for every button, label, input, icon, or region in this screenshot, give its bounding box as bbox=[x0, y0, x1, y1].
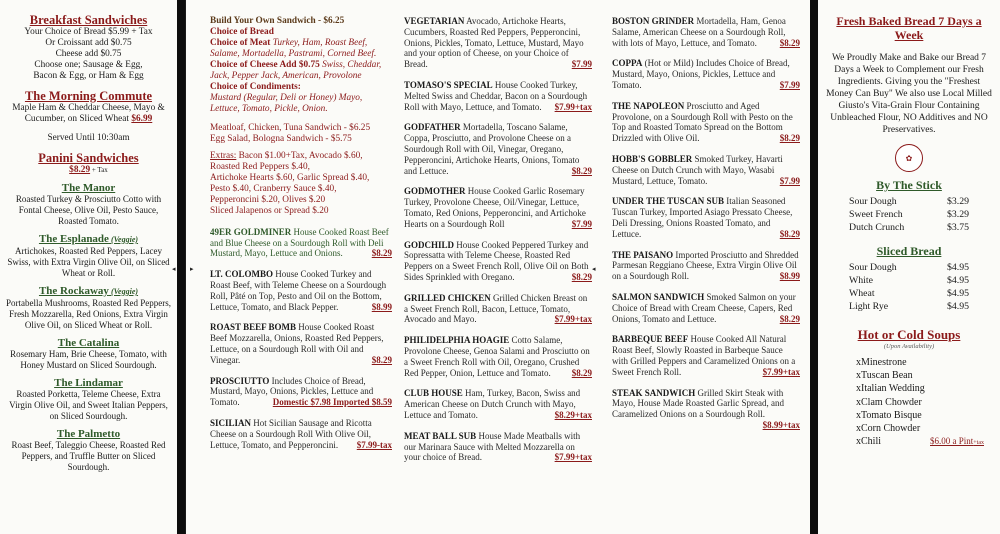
sandwich-item-name: ROAST BEEF BOMB bbox=[210, 322, 297, 333]
byo-condiments-label: Choice of Condiments: bbox=[210, 81, 301, 92]
sandwich-item-desc: Cotto Salame, Provolone Cheese, Genoa Salami and Prosciutto on a Sweet French Roll with Oil, Oregano, Crushed Red Pepper, Onion, Lettuce and Tomato. bbox=[404, 335, 590, 378]
breakfast-panini-panel bbox=[0, 0, 177, 534]
sandwich-item-price: $8.99 bbox=[371, 301, 392, 312]
sandwich-item-name: TOMASO'S SPECIAL bbox=[404, 79, 493, 90]
sandwich-item-name: CLUB HOUSE bbox=[404, 388, 463, 399]
sandwich-item bbox=[210, 418, 392, 450]
byo-cheese: Choice of Cheese Add $0.75 Swiss, Cheddar, Jack, Pepper Jack, American, Provolone bbox=[210, 59, 382, 81]
sandwich-item-price: $8.29+tax bbox=[554, 409, 592, 420]
stick-name: Dutch Crunch bbox=[849, 222, 905, 233]
sandwich-item-desc: House Cooked Roast Beef and Blue Cheese on a Sourdough Roll with Deli Mustard, Mayo, Lettuce and Onions. bbox=[210, 226, 389, 259]
panini-item-desc: Rosemary Ham, Brie Cheese, Tomato, with Honey Mustard on Sliced Sourdough. bbox=[10, 349, 167, 370]
sandwich-item-desc: Mortadella, Toscano Salame, Coppa, Prosciutto, and Provolone Cheese on a Sourdough Roll with Oil, Vinegar, Oregano, Pepperoncini, Artichoke Hearts, Onions, Tomato and Lettuce. bbox=[404, 122, 580, 176]
byo-title: Build Your Own Sandwich - $6.25 bbox=[210, 16, 345, 26]
sandwich-item-price: $8.29 bbox=[371, 354, 392, 365]
panel-fold bbox=[177, 0, 185, 534]
sliced-name: White bbox=[849, 275, 873, 286]
stick-row bbox=[849, 221, 969, 234]
sandwich-item-name: PROSCIUTTO bbox=[210, 375, 270, 386]
sandwich-item-name: BOSTON GRINDER bbox=[612, 16, 695, 26]
extras-line: Pesto $.40, Cranberry Sauce $.40, bbox=[210, 183, 337, 194]
sliced-name: Light Rye bbox=[849, 301, 889, 312]
sandwich-item-name: GODFATHER bbox=[404, 122, 461, 133]
sliced-bread-title: Sliced Bread bbox=[876, 244, 942, 258]
byo-meat: Choice of Meat Turkey, Ham, Roast Beef, Salame, Mortadella, Pastrami, Corned Beef. bbox=[210, 37, 377, 59]
sandwich-item-desc: House Made Meatballs with our Marinara Sauce with Melted Mozzarella on your choice of Bread. bbox=[404, 430, 581, 463]
panini-item-name: The Manor bbox=[61, 182, 116, 194]
extras-line: Pepperoncini $.20, Olives $.20 bbox=[210, 194, 326, 205]
panel-fold bbox=[810, 0, 818, 534]
sandwich-item-price: $8.99+tax bbox=[762, 419, 800, 430]
sandwich-item bbox=[612, 16, 800, 48]
specialty-list bbox=[210, 227, 392, 451]
panini-item-desc: Artichokes, Roasted Red Peppers, Lacey Swiss, with Extra Virgin Olive Oil, on Sliced Wheat or Roll. bbox=[7, 246, 170, 278]
build-your-own-panel bbox=[186, 0, 398, 534]
panini-item-name: The Lindamar bbox=[54, 377, 123, 389]
morning-commute-title: The Morning Commute bbox=[24, 89, 153, 103]
salad-sandwiches bbox=[210, 123, 392, 145]
panini-item-desc: Roast Beef, Taleggio Cheese, Roasted Red Peppers, and Truffle Butter on Sliced Sourdough. bbox=[11, 440, 166, 472]
morning-commute-text: Maple Ham & Cheddar Cheese, Mayo & Cucumber, on Sliced Wheat bbox=[12, 103, 165, 124]
sandwich-item-desc: Ham, Turkey, Bacon, Swiss and American Cheese on Dutch Crunch with Mayo, Lettuce and Tomato. bbox=[404, 388, 581, 420]
sliced-name: Wheat bbox=[849, 288, 875, 299]
sandwich-item-name: SICILIAN bbox=[210, 417, 252, 428]
sandwich-item-name: THE NAPOLEON bbox=[612, 100, 685, 111]
morning-commute-price: $6.99 bbox=[131, 114, 153, 124]
sandwich-item-desc: Smoked Salmon on your Choice of Bread with Cream Cheese, Capers, Red Onions, Tomato and Lettuce. bbox=[612, 291, 796, 324]
panini-item-name: The Rockaway (Veggie) bbox=[38, 285, 139, 297]
sandwich-item-desc: (Hot or Mild) Includes Choice of Bread, Mustard, Mayo, Onions, Pickles, Lettuce and Tomato. bbox=[612, 58, 790, 90]
byo-block bbox=[210, 16, 392, 115]
fold-arrow-icon: ▸ bbox=[190, 265, 194, 273]
sandwich-item-desc: Mortadella, Ham, Genoa Salame, American Cheese on a Sourdough Roll, with lots of Mayo, Lettuce, and Tomato. bbox=[612, 16, 786, 48]
sandwich-item bbox=[612, 154, 800, 186]
breakfast-line: Bacon & Egg, or Ham & Egg bbox=[33, 71, 144, 81]
specialty-panel-2 bbox=[398, 0, 598, 534]
stick-price: $3.29 bbox=[946, 196, 969, 207]
sandwich-item-price: $7.99+tax bbox=[762, 366, 800, 377]
sandwich-item-price: $8.29 bbox=[571, 367, 592, 378]
extras-label: Extras: bbox=[210, 150, 237, 161]
sandwich-item-price: Domestic $7.98 Imported $8.59 bbox=[272, 397, 392, 408]
panini-title: Panini Sandwiches bbox=[38, 151, 139, 165]
sliced-row bbox=[849, 300, 969, 313]
sandwich-item bbox=[210, 322, 392, 365]
sandwich-item-price: $8.29 bbox=[779, 228, 800, 239]
sandwich-item-name: HOBB'S GOBBLER bbox=[612, 153, 693, 164]
sandwich-item bbox=[404, 122, 592, 176]
sandwich-item-name: BARBEQUE BEEF bbox=[612, 334, 689, 345]
soup-item: xMinestrone bbox=[856, 357, 907, 368]
sandwich-item-name: GODCHILD bbox=[404, 239, 455, 250]
sandwich-item-name: MEAT BALL SUB bbox=[404, 430, 477, 441]
sandwich-item-price: $7.99-tax bbox=[356, 439, 392, 450]
fold-arrow-icon: ◂ bbox=[172, 265, 176, 273]
sandwich-item bbox=[404, 16, 592, 70]
sandwich-item bbox=[404, 335, 592, 378]
sandwich-item-name: GRILLED CHICKEN bbox=[404, 292, 491, 303]
extras-block bbox=[210, 151, 392, 217]
sandwich-item bbox=[210, 376, 392, 408]
sandwich-item-name: STEAK SANDWICH bbox=[612, 387, 696, 398]
stick-row bbox=[849, 195, 969, 208]
sandwich-item-desc: Prosciutto and Aged Provolone, on a Sourdough Roll with Pesto on the Top and Roasted Tomato Spread on the Bottom Drizzled with Olive Oil. bbox=[612, 100, 793, 144]
panini-item-tag: (Veggie) bbox=[108, 287, 139, 296]
sandwich-item-name: GODMOTHER bbox=[404, 186, 466, 197]
soup-item: xClam Chowder bbox=[856, 396, 922, 408]
stick-price: $3.29 bbox=[946, 209, 969, 220]
extras-line: Bacon $1.00+Tax, Avocado $.60, bbox=[236, 150, 363, 161]
sandwich-item-price: $8.29 bbox=[779, 313, 800, 324]
panini-price: $8.29 bbox=[69, 165, 91, 175]
sandwich-item-desc: Grilled Chicken Breast on a Sweet French Roll, Bacon, Lettuce, Tomato, Avocado and Mayo. bbox=[404, 292, 588, 325]
stick-row bbox=[849, 208, 969, 221]
sandwich-item-desc: House Cooked Roast Beef Mozzarella, Onions, Roasted Red Peppers, Lettuce, on a Sourdough Roll with Oil and Vinegar. bbox=[210, 322, 384, 365]
panini-item-desc: Roasted Porketta, Teleme Cheese, Extra Virgin Olive Oil, and Sweet Italian Peppers, on Sliced Sourdough. bbox=[9, 389, 168, 421]
sandwich-item-name: 49ER GOLDMINER bbox=[210, 226, 292, 237]
sandwich-item bbox=[404, 431, 592, 463]
extras-line: Roasted Red Peppers $.40, bbox=[210, 161, 310, 172]
breakfast-title: Breakfast Sandwiches bbox=[29, 13, 148, 27]
sandwich-item bbox=[404, 186, 592, 229]
sandwich-item bbox=[210, 269, 392, 312]
sandwich-item-price: $8.29 bbox=[371, 248, 392, 259]
sandwich-item-name: COPPA bbox=[612, 58, 643, 69]
panini-tax: + Tax bbox=[90, 166, 108, 174]
sandwich-item-price: $7.99+tax bbox=[554, 101, 592, 112]
soup-item: xItalian Wedding bbox=[856, 383, 925, 395]
sandwich-item-price: $7.99 bbox=[779, 79, 800, 90]
sandwich-item bbox=[210, 227, 392, 259]
sandwich-item-desc: House Cooked All Natural Roast Beef, Slowly Roasted in Barbeque Sauce with Grilled Peppers and Caramelized Onions on a Sweet French Roll. bbox=[612, 334, 796, 377]
sandwich-item-desc: House Cooked Garlic Rosemary Turkey, Provolone Cheese, Oil/Vinegar, Lettuce, Tomato, Red Onions, Pepperoncini, and Artichoke Hearts on a Sourdough Roll bbox=[404, 186, 586, 229]
sandwich-item bbox=[612, 250, 800, 282]
bread-title: Fresh Baked Bread 7 Days a Week bbox=[836, 14, 982, 42]
panini-price-line bbox=[4, 165, 173, 176]
by-the-stick-title: By The Stick bbox=[876, 178, 942, 192]
sliced-name: Sour Dough bbox=[849, 262, 897, 273]
sandwich-item-price: $7.99 bbox=[571, 59, 592, 70]
soup-price: $6.00 a Pint+tax bbox=[930, 436, 984, 447]
panini-item-desc: Roasted Turkey & Prosciutto Cotto with Fontal Cheese, Olive Oil, Pesto Sauce, Roasted Tomato. bbox=[15, 194, 162, 226]
sliced-row bbox=[849, 261, 969, 274]
sliced-price: $4.95 bbox=[946, 275, 969, 286]
sandwich-item-price: $8.29 bbox=[779, 133, 800, 144]
byo-condiments: Mustard (Regular, Deli or Honey) Mayo, Lettuce, Tomato, Pickle, Onion. bbox=[210, 92, 363, 114]
salad-line: Meatloaf, Chicken, Tuna Sandwich - $6.25 bbox=[210, 122, 371, 133]
sandwich-item-desc: House Cooked Turkey, Melted Swiss and Cheddar, Bacon on a Sourdough Roll with Mayo, Lettuce, and Tomato. bbox=[404, 79, 588, 112]
sandwich-item bbox=[612, 196, 800, 239]
panini-item-name: The Esplanade (Veggie) bbox=[38, 233, 139, 245]
breakfast-line: Or Croissant add $0.75 bbox=[45, 38, 132, 48]
sliced-price: $4.95 bbox=[946, 262, 969, 273]
breakfast-line: Choose one; Sausage & Egg, bbox=[34, 60, 143, 70]
sandwich-item-desc: House Cooked Peppered Turkey and Sopressatta with Teleme Cheese, Roasted Red Peppers on a Sweet French Roll, Olive Oil on Both Sides Sprinkled with Oregano. bbox=[404, 239, 589, 282]
sandwich-item-desc: Grilled Skirt Steak with Mayo, House Made Roasted Garlic Spread, and Caramelized Onions on a Sourdough Roll. bbox=[612, 387, 784, 420]
sandwich-item-desc: Avocado, Artichoke Hearts, Cucumbers, Roasted Red Peppers, Pepperoncini, Onions, Pickles, Tomato, Lettuce, Mustard, Mayo and your option of Cheese, on your Choice of Bread. bbox=[404, 16, 584, 70]
sandwich-item-price: $7.99+tax bbox=[554, 314, 592, 325]
panini-item-desc: Portabella Mushrooms, Roasted Red Peppers, Fresh Mozzarella, Red Onions, Extra Virgin Olive Oil, on Sliced Wheat or Roll. bbox=[6, 298, 171, 330]
sandwich-item-price: $8.29 bbox=[571, 165, 592, 176]
specialty-panel-3 bbox=[598, 0, 810, 534]
sandwich-item bbox=[612, 58, 800, 90]
morning-commute-desc bbox=[4, 103, 173, 125]
panini-item-name: The Catalina bbox=[57, 337, 120, 349]
by-the-stick-table bbox=[849, 195, 969, 234]
sandwich-item-desc: Italian Seasoned Tuscan Turkey, Imported Asiago Pressato Cheese, Deli Dressing, Onions Roasted Tomato, and Lettuce. bbox=[612, 196, 793, 239]
sliced-bread-table bbox=[849, 261, 969, 313]
sandwich-item-name: UNDER THE TUSCAN SUB bbox=[612, 196, 724, 207]
bread-soups-panel bbox=[818, 0, 1000, 534]
sandwich-item-desc: House Cooked Turkey and Roast Beef, with Teleme Cheese on a Sourdough Roll, Pâté on Top, Pesto and Oil on the Bottom, Lettuce, Tomato, and Black Pepper. bbox=[210, 269, 387, 312]
sandwich-item bbox=[612, 101, 800, 144]
sandwich-item bbox=[404, 80, 592, 112]
sliced-price: $4.95 bbox=[946, 288, 969, 299]
specialty-list bbox=[612, 16, 800, 431]
sandwich-item-price: $8.29 bbox=[571, 271, 592, 282]
stick-name: Sweet French bbox=[849, 209, 903, 220]
served-until: Served Until 10:30am bbox=[47, 133, 130, 143]
byo-bread: Choice of Bread bbox=[210, 26, 274, 37]
sandwich-item-desc: Hot Sicilian Sausage and Ricotta Cheese on a Sourdough Roll With Olive Oil, Lettuce, Tomato, and Pepperoncini. bbox=[210, 417, 372, 450]
sliced-price: $4.95 bbox=[946, 301, 969, 312]
stick-name: Sour Dough bbox=[849, 196, 897, 207]
panini-list bbox=[4, 182, 173, 473]
sandwich-item-name: VEGETARIAN bbox=[404, 16, 465, 26]
soup-item: xCorn Chowder bbox=[856, 423, 921, 435]
fold-arrow-icon: ◂ bbox=[592, 265, 596, 273]
sandwich-item-desc: Smoked Turkey, Havarti Cheese on Dutch Crunch with Mayo, Wasabi Mustard, Lettuce, Tomato. bbox=[612, 153, 783, 186]
sandwich-item-name: LT. COLOMBO bbox=[210, 269, 274, 280]
sandwich-item bbox=[404, 240, 592, 283]
sandwich-item-price: $7.99 bbox=[779, 175, 800, 186]
sandwich-item bbox=[404, 388, 592, 420]
sandwich-item bbox=[612, 292, 800, 324]
extras-line: Artichoke Hearts $.60, Garlic Spread $.40, bbox=[210, 172, 370, 183]
sandwich-item-price: $7.99+tax bbox=[554, 452, 592, 463]
sandwich-item-desc: Imported Prosciutto and Shredded Parmesan Reggiano Cheese, Extra Virgin Olive Oil on a Sourdough Roll. bbox=[612, 249, 799, 282]
bread-intro: We Proudly Make and Bake our Bread 7 Days a Week to Complement our Fresh Ingredients. Giving you the "Freshest Money Can Buy" We also use Local Milled Giusto's Vita-Grain Flour Containing Unbleached Flour, NO Additives and NO Preservatives. bbox=[826, 53, 992, 135]
soups-note: (Upon Availability) bbox=[883, 343, 935, 350]
soups-title: Hot or Cold Soups bbox=[857, 327, 961, 342]
sliced-row bbox=[849, 287, 969, 300]
sandwich-item-price: $7.99 bbox=[571, 218, 592, 229]
sandwich-item-name: PHILIDELPHIA HOAGIE bbox=[404, 335, 510, 346]
panini-item-tag: (Veggie) bbox=[108, 235, 139, 244]
sandwich-item-price: $8.99 bbox=[779, 271, 800, 282]
sandwich-item-desc: Includes Choice of Bread, Mustard, Mayo, Onions, Pickles, Lettuce and Tomato. bbox=[210, 375, 374, 408]
sandwich-item-name: SALMON SANDWICH bbox=[612, 291, 705, 302]
sandwich-item-name: THE PAISANO bbox=[612, 249, 674, 260]
soup-list bbox=[824, 356, 994, 435]
panini-item-name: The Palmetto bbox=[56, 428, 121, 440]
soup-item: xChili $6.00 a Pint+tax bbox=[824, 435, 994, 450]
bakery-logo-icon: ✿ bbox=[895, 144, 923, 172]
sandwich-item bbox=[404, 293, 592, 325]
breakfast-line: Cheese add $0.75 bbox=[55, 49, 122, 59]
breakfast-line: Your Choice of Bread $5.99 + Tax bbox=[24, 27, 153, 37]
sandwich-item-price: $8.29 bbox=[779, 37, 800, 48]
extras-line: Sliced Jalapenos or Spread $.20 bbox=[210, 205, 329, 216]
sandwich-item bbox=[612, 388, 800, 431]
soup-item: xTuscan Bean bbox=[856, 370, 913, 382]
sliced-row bbox=[849, 274, 969, 287]
specialty-list bbox=[404, 16, 592, 463]
sandwich-item bbox=[612, 334, 800, 377]
salad-line: Egg Salad, Bologna Sandwich - $5.75 bbox=[210, 133, 352, 144]
soup-item: xTomato Bisque bbox=[856, 409, 922, 421]
stick-price: $3.75 bbox=[946, 222, 969, 233]
